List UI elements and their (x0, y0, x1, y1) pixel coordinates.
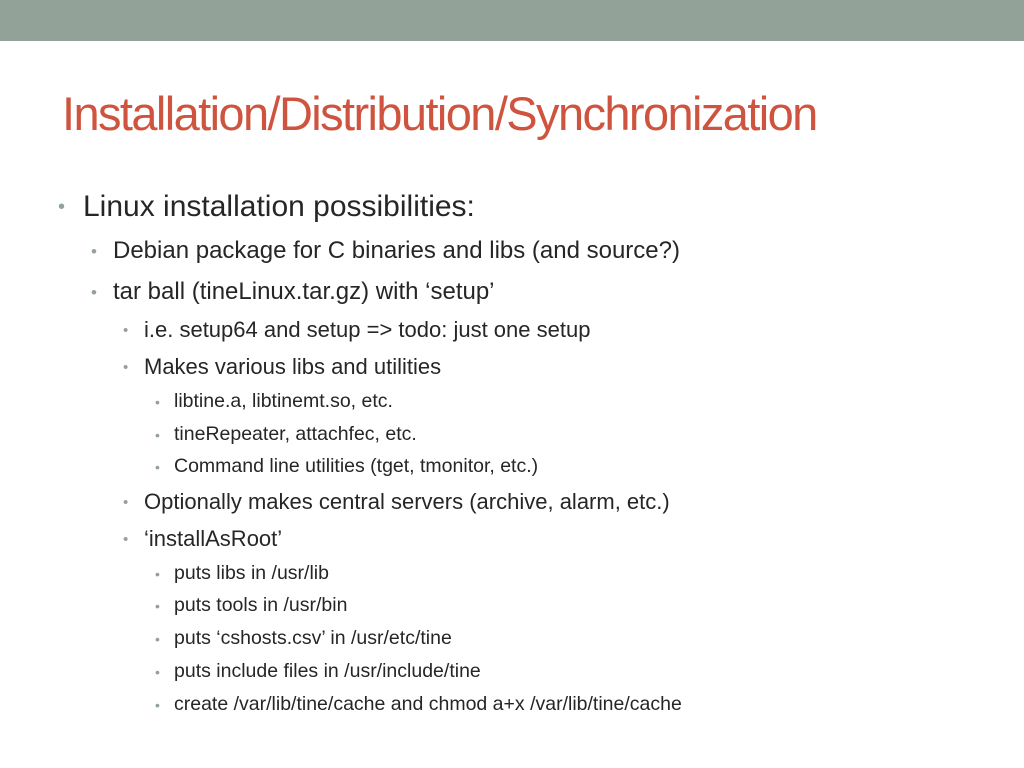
bullet-icon: • (155, 664, 160, 680)
bullet-item (123, 489, 670, 514)
bullet-text: tineRepeater, attachfec, etc. (174, 423, 417, 445)
bullet-icon: • (91, 283, 97, 302)
bullet-text: puts include files in /usr/include/tine (174, 660, 481, 682)
bullet-item (155, 660, 481, 682)
bullet-text: Linux installation possibilities: (83, 190, 475, 223)
bullet-text: ‘installAsRoot’ (144, 526, 283, 551)
bullet-icon: • (155, 631, 160, 647)
bullet-icon: • (155, 459, 160, 475)
bullet-text: i.e. setup64 and setup => todo: just one setup (144, 317, 591, 342)
bullet-item (155, 627, 452, 649)
bullet-text: create /var/lib/tine/cache and chmod a+x /var/lib/tine/cache (174, 693, 682, 715)
bullet-text: Makes various libs and utilities (144, 354, 442, 379)
bullet-item (155, 390, 393, 412)
bullet-icon: • (123, 494, 129, 511)
bullet-text: Debian package for C binaries and libs (and source?) (113, 237, 680, 264)
bullet-icon: • (155, 697, 160, 713)
bullet-item (123, 526, 283, 551)
bullet-icon: • (155, 598, 160, 614)
bullet-icon: • (91, 242, 97, 261)
bullet-text: puts ‘cshosts.csv’ in /usr/etc/tine (174, 627, 452, 649)
bullet-icon: • (123, 322, 129, 339)
slide-title: Installation/Distribution/Synchronization (62, 87, 817, 140)
bullet-icon: • (155, 427, 160, 443)
bullet-icon: • (155, 394, 160, 410)
bullet-icon: • (123, 531, 129, 548)
bullet-item (155, 455, 539, 477)
bullet-icon: • (58, 196, 66, 218)
bullet-icon: • (123, 359, 129, 376)
bullet-text: puts tools in /usr/bin (174, 594, 348, 616)
bullet-text: tar ball (tineLinux.tar.gz) with ‘setup’ (113, 278, 495, 305)
bullet-item (155, 562, 329, 584)
bullet-item (155, 423, 417, 445)
bullet-item (91, 237, 680, 264)
bullet-text: Optionally makes central servers (archive, alarm, etc.) (144, 489, 670, 514)
bullet-item (123, 317, 591, 342)
bullet-text: Command line utilities (tget, tmonitor, etc.) (174, 455, 539, 477)
bullet-item (58, 190, 475, 223)
bullet-item (155, 594, 348, 616)
bullet-icon: • (155, 566, 160, 582)
bullet-text: puts libs in /usr/lib (174, 562, 329, 584)
bullet-item (91, 278, 495, 305)
bullet-item (155, 693, 682, 715)
bullet-text: libtine.a, libtinemt.so, etc. (174, 390, 393, 412)
bullet-item (123, 354, 442, 379)
